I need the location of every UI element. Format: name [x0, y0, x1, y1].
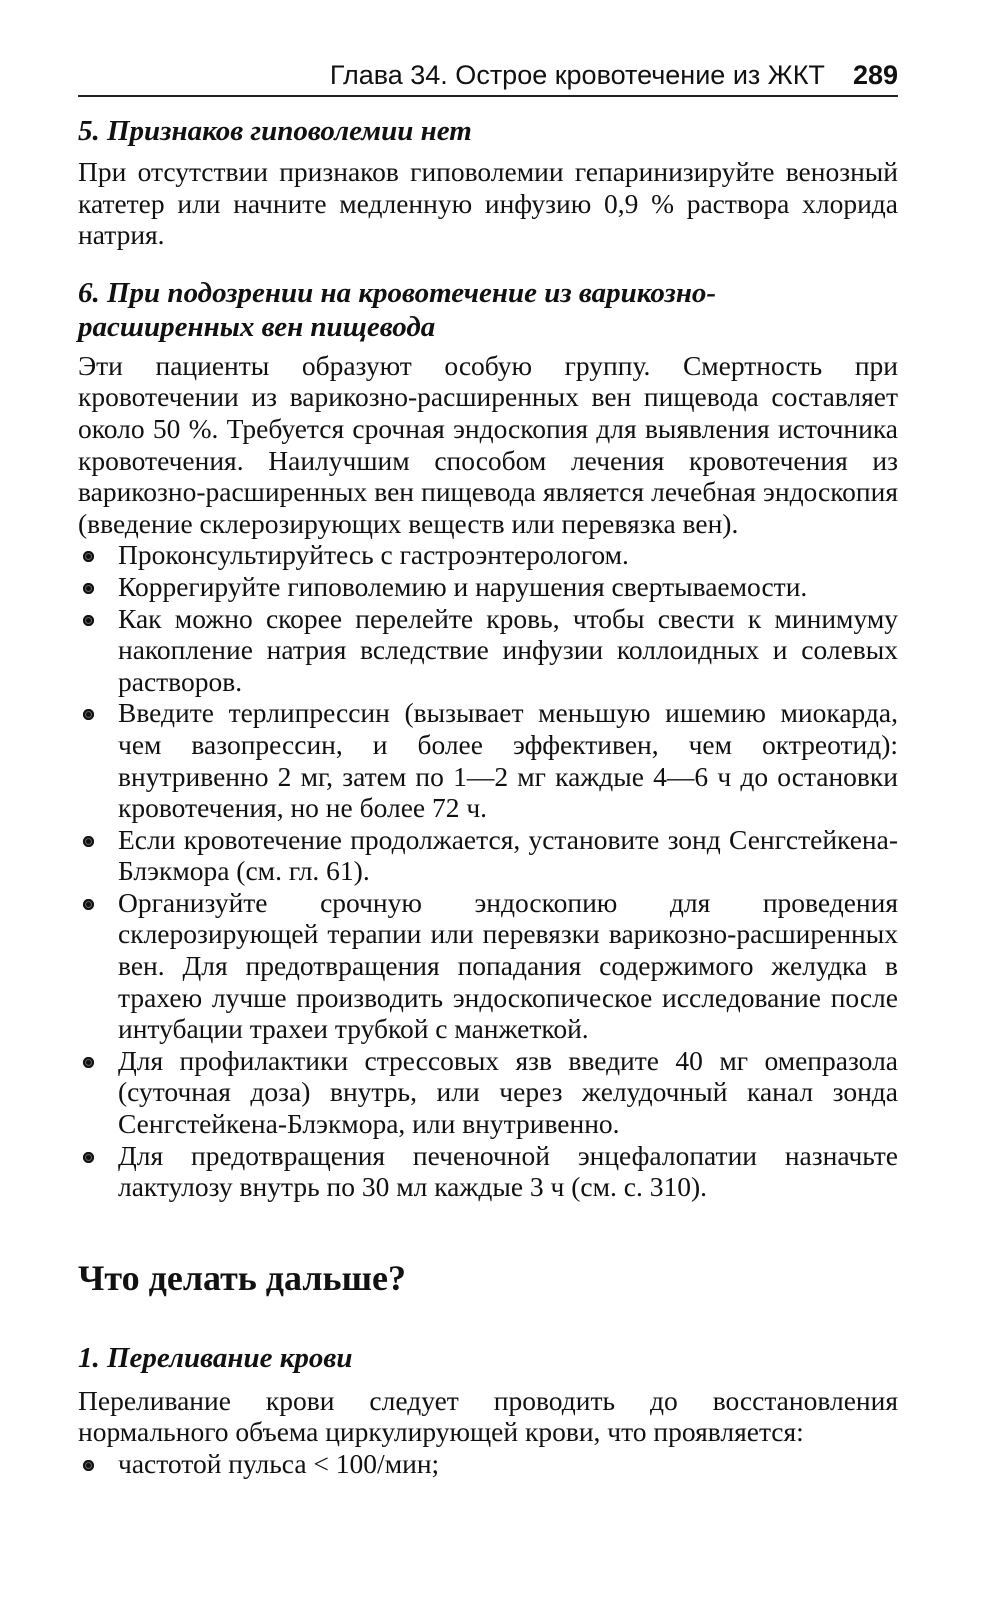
- list-item-text: Как можно скорее перелейте кровь, чтобы свести к минимуму накопление натрия вследствие инфузии коллоидных и солевых растворов.: [118, 602, 898, 697]
- section-6-bullet-list: [78, 539, 898, 1202]
- section-1-heading: 1. Переливание крови: [78, 1341, 353, 1374]
- chapter-title: Глава 34. Острое кровотечение из ЖКТ: [329, 60, 825, 90]
- section-6-paragraph: Эти пациенты образуют особую группу. Смертность при кровотечении из варикозно-расширенных вен пищевода составляет около 50 %. Требуется срочная эндоскопия для выявления источника кровотечения. Наилучшим способом лечения кровотечения из варикозно-расширенных вен пищевода является лечебная эндоскопия (введение склерозирующих веществ или перевязка вен).: [78, 349, 898, 539]
- section-5-heading: 5. Признаков гиповолемии нет: [78, 115, 472, 147]
- list-item-text: Коррегируйте гиповолемию и нарушения свертываемости.: [118, 570, 808, 602]
- list-item-text: Для предотвращения печеночной энцефалопатии назначьте лактулозу внутрь по 30 мл каждые 3 ч (см. с. 310).: [118, 1139, 898, 1203]
- running-head: [78, 58, 898, 97]
- list-item: [78, 824, 898, 887]
- list-item: [78, 571, 898, 603]
- bullet-icon: [83, 836, 94, 847]
- bullet-icon: [83, 551, 94, 562]
- list-item: [78, 697, 898, 823]
- bullet-icon: [83, 1152, 94, 1163]
- bullet-icon: [83, 583, 94, 594]
- list-item-text: Для профилактики стрессовых язв введите 40 мг омепразола (суточная доза) внутрь, или через желудочный канал зонда Сенгстейкена-Блэкмора, или внутривенно.: [118, 1044, 898, 1140]
- list-item: [78, 539, 898, 571]
- section-6-heading-line1: 6. При подозрении на кровотечение из варикозно-: [78, 276, 717, 309]
- bullet-icon: [83, 615, 94, 626]
- section-6-heading-line2: расширенных вен пищевода: [78, 310, 436, 343]
- bullet-icon: [83, 1057, 94, 1068]
- list-item: [78, 1045, 898, 1140]
- bullet-icon: [83, 899, 94, 910]
- list-item: [78, 603, 898, 698]
- bullet-icon: [83, 709, 94, 720]
- section-5-paragraph: При отсутствии признаков гиповолемии гепаринизируйте венозный катетер или начните медленную инфузию 0,9 % раствора хлорида натрия.: [78, 156, 898, 251]
- page-number: 289: [852, 60, 898, 90]
- next-steps-heading: Что делать дальше?: [78, 1257, 406, 1298]
- list-item-text: Если кровотечение продолжается, установите зонд Сенгстейкена-Блэкмора (см. гл. 61).: [118, 823, 898, 887]
- bullet-icon: [83, 1460, 94, 1471]
- section-1-paragraph: Переливание крови следует проводить до восстановления нормального объема циркулирующей крови, что проявляется:: [78, 1384, 898, 1448]
- book-page: [78, 58, 898, 1480]
- list-item-text: Проконсультируйтесь с гастроэнтерологом.: [118, 539, 629, 571]
- section-1-bullet-list: [78, 1448, 898, 1480]
- list-item-text: Введите терлипрессин (вызывает меньшую ишемию миокарда, чем вазопрессин, и более эффективен, чем октреотид): внутривенно 2 мг, затем по 1—2 мг каждые 4—6 ч до остановки кровотечения, но не более 72 ч.: [118, 697, 898, 824]
- list-item: [78, 1448, 898, 1480]
- list-item-text: частотой пульса < 100/мин;: [118, 1448, 440, 1479]
- list-item: [78, 887, 898, 1045]
- list-item-text: Организуйте срочную эндоскопию для проведения склерозирующей терапии или перевязки варикозно-расширенных вен. Для предотвращения попадания содержимого желудка в трахею лучше производить эндоскопическое исследование после интубации трахеи трубкой с манжеткой.: [118, 886, 898, 1045]
- list-item: [78, 1140, 898, 1203]
- section-6-heading: [78, 276, 898, 344]
